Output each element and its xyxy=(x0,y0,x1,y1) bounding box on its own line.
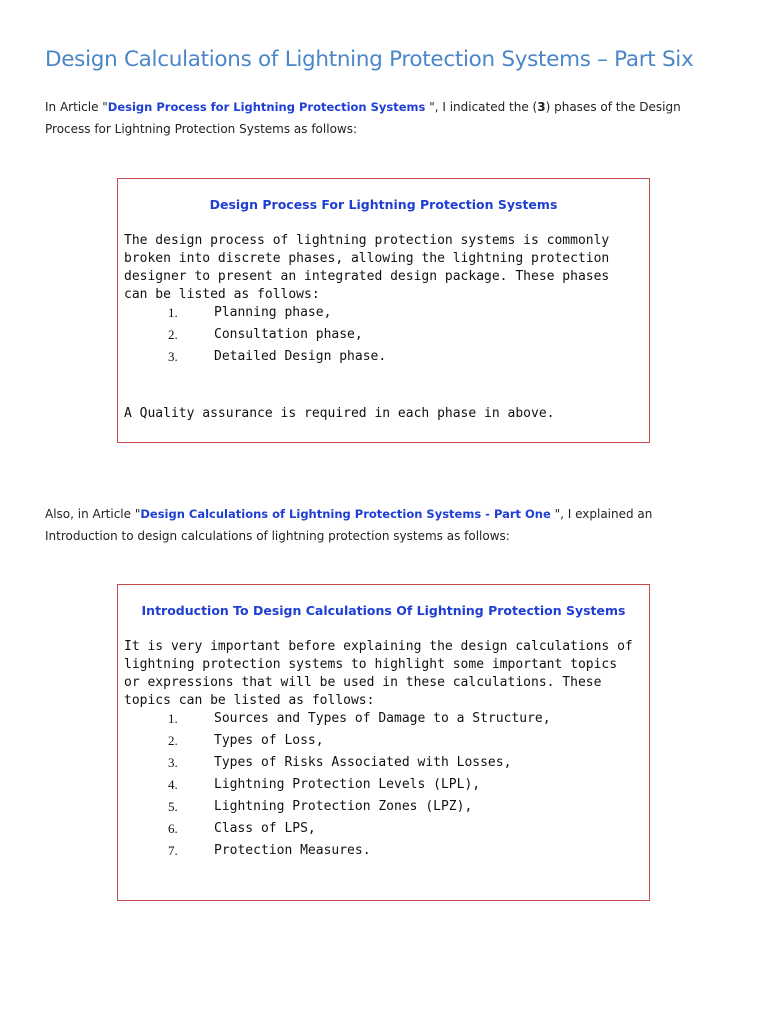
introduction-box xyxy=(117,584,650,901)
list-item xyxy=(118,708,649,730)
part-one-article-link[interactable]: Design Calculations of Lightning Protection Systems - Part One xyxy=(140,507,551,521)
para1-before: In Article " xyxy=(45,100,108,114)
list-number: 1. xyxy=(168,305,178,320)
list-item xyxy=(118,752,649,774)
list-number: 5. xyxy=(168,799,178,814)
para1-mid: ", I indicated the ( xyxy=(425,100,538,114)
design-process-heading: Design Process For Lightning Protection Systems xyxy=(209,197,558,212)
list-item xyxy=(118,840,649,862)
design-process-article-link[interactable]: Design Process for Lightning Protection Systems xyxy=(107,100,426,114)
list-text: Detailed Design phase. xyxy=(214,349,387,364)
intro-paragraph-1 xyxy=(45,96,705,140)
list-number: 4. xyxy=(168,777,178,792)
list-number: 1. xyxy=(168,711,178,726)
quality-assurance-note: A Quality assurance is required in each phase in above. xyxy=(124,406,555,421)
para1-after: ) phases of the Design Process for Lightning Protection Systems as follows: xyxy=(45,100,681,136)
design-process-intro: The design process of lightning protection systems is commonly broken into discrete phases, allowing the lightning protection designer to present an integrated design package. These phases can be listed as follows: xyxy=(124,233,610,302)
list-text: Protection Measures. xyxy=(214,843,371,858)
list-text: Sources and Types of Damage to a Structure, xyxy=(214,711,551,726)
list-number: 7. xyxy=(168,843,178,858)
list-text: Lightning Protection Zones (LPZ), xyxy=(214,799,473,814)
design-process-box xyxy=(117,178,650,443)
page-title: Design Calculations of Lightning Protection Systems – Part Six xyxy=(45,47,694,72)
introduction-topic-list xyxy=(118,708,649,862)
intro-paragraph-2 xyxy=(45,503,705,547)
list-number: 6. xyxy=(168,821,178,836)
introduction-heading: Introduction To Design Calculations Of Lightning Protection Systems xyxy=(141,603,626,618)
introduction-intro: It is very important before explaining the design calculations of lightning protection systems to highlight some important topics or expressions that will be used in these calculations. These topics can be listed as follows: xyxy=(124,639,633,708)
list-number: 3. xyxy=(168,349,178,364)
list-text: Consultation phase, xyxy=(214,327,363,342)
para2-after: ", I explained an Introduction to design calculations of lightning protection systems as follows: xyxy=(45,507,653,543)
list-item xyxy=(118,302,649,324)
phase-count: 3 xyxy=(537,100,546,114)
list-item xyxy=(118,324,649,346)
design-process-phase-list xyxy=(118,302,649,368)
list-number: 3. xyxy=(168,755,178,770)
list-number: 2. xyxy=(168,327,178,342)
list-item xyxy=(118,774,649,796)
list-item xyxy=(118,730,649,752)
list-item xyxy=(118,346,649,368)
list-item xyxy=(118,796,649,818)
list-text: Class of LPS, xyxy=(214,821,316,836)
list-item xyxy=(118,818,649,840)
list-number: 2. xyxy=(168,733,178,748)
para2-before: Also, in Article " xyxy=(45,507,141,521)
list-text: Types of Risks Associated with Losses, xyxy=(214,755,512,770)
list-text: Planning phase, xyxy=(214,305,332,320)
list-text: Lightning Protection Levels (LPL), xyxy=(214,777,481,792)
list-text: Types of Loss, xyxy=(214,733,324,748)
